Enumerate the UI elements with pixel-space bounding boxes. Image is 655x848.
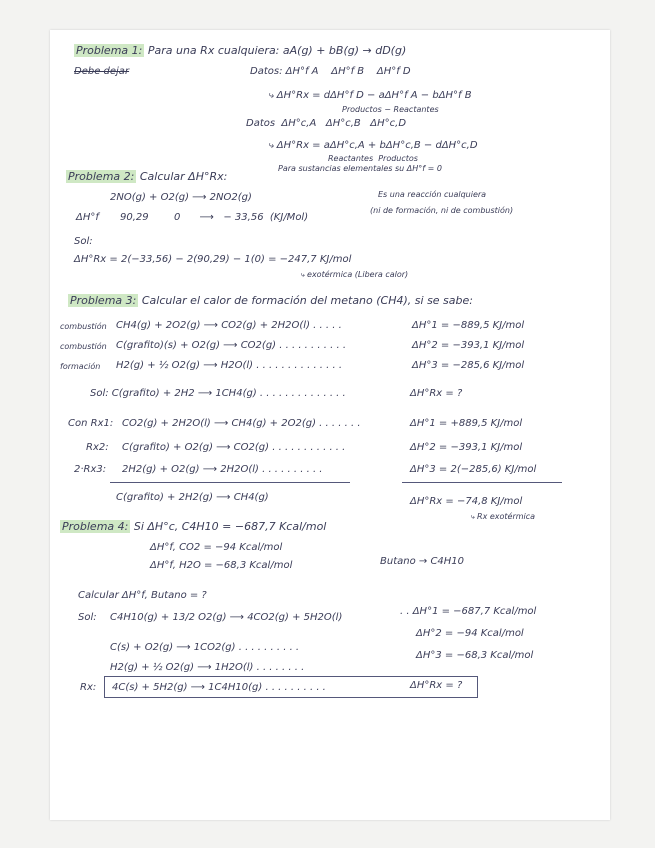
problem-4-r2: C(s) + O2(g) ⟶ 1CO2(g) . . . . . . . . . . — [110, 642, 300, 653]
problem-1-statement: Para una Rx cualquiera: aA(g) + bB(g) → dD(g) — [147, 44, 407, 57]
problem-3-total: C(grafito) + 2H2(g) ⟶ CH4(g) — [116, 492, 269, 503]
problem-4-r3: H2(g) + ½ O2(g) ⟶ 1H2O(l) . . . . . . . . — [110, 662, 305, 673]
problem-1-formula-combustion-note: Reactantes Productos — [328, 154, 418, 163]
problem-3-s2: C(grafito) + O2(g) ⟶ CO2(g) . . . . . . . . . . . . — [122, 442, 346, 453]
problem-4-rx-label: Rx: — [80, 682, 97, 693]
problem-3-sol-value: ΔH°Rx = ? — [410, 388, 463, 399]
problem-2-dhf-label: ΔH°f — [76, 212, 99, 223]
problem-2-result-note: ⤷ exotérmica (Libera calor) — [300, 270, 409, 279]
problem-3-total-note: ⤷ Rx exotérmica — [470, 512, 536, 521]
problem-2-brace-line-1: Es una reacción cualquiera — [378, 190, 487, 199]
problem-3-r3-value: ΔH°3 = −285,6 KJ/mol — [412, 360, 525, 371]
problem-3-total-value: ΔH°Rx = −74,8 KJ/mol — [410, 496, 523, 507]
crossed-out-text: Debe dejar — [74, 66, 130, 77]
problem-4-target-reaction: 4C(s) + 5H2(g) ⟶ 1C4H10(g) . . . . . . . . . . — [112, 682, 326, 693]
problem-3-s3-tag: 2·Rx3: — [74, 464, 107, 475]
problem-3-s3-value: ΔH°3 = 2(−285,6) KJ/mol — [410, 464, 537, 475]
problem-3-sol: Sol: C(grafito) + 2H2 ⟶ 1CH4(g) . . . . . . . . . . . . . . — [90, 388, 346, 399]
problem-3-s1: CO2(g) + 2H2O(l) ⟶ CH4(g) + 2O2(g) . . . . . . . — [122, 418, 361, 429]
problem-4-r2-value: ΔH°2 = −94 Kcal/mol — [416, 628, 524, 639]
problem-1-formula-formation-note: Productos − Reactantes — [342, 105, 439, 114]
problem-4-r1-value: . . ΔH°1 = −687,7 Kcal/mol — [400, 606, 537, 617]
problem-2-elemental-note: Para sustancias elementales su ΔH°f = 0 — [278, 164, 442, 173]
problem-3-r3-tag: formación — [60, 362, 101, 371]
problem-3-title: Problema 3: — [70, 294, 137, 307]
problem-4-line — [60, 520, 326, 533]
notebook-page — [50, 30, 610, 820]
problem-3-r2-value: ΔH°2 = −393,1 KJ/mol — [412, 340, 525, 351]
problem-2-reaction: 2NO(g) + O2(g) ⟶ 2NO2(g) — [110, 192, 252, 203]
problem-2-statement: Calcular ΔH°Rx: — [139, 170, 228, 183]
problem-3-r2: C(grafito)(s) + O2(g) ⟶ CO2(g) . . . . . . . . . . . — [116, 340, 346, 351]
problem-1-title: Problema 1: — [76, 44, 143, 57]
problem-3-s3: 2H2(g) + O2(g) ⟶ 2H2O(l) . . . . . . . . . . — [122, 464, 323, 475]
problem-3-s1-tag: Con Rx1: — [68, 418, 114, 429]
problem-4-sol-label: Sol: — [78, 612, 97, 623]
problem-4-given-3: ΔH°f, H2O = −68,3 Kcal/mol — [150, 560, 293, 571]
problem-4-r1: C4H10(g) + 13/2 O2(g) ⟶ 4CO2(g) + 5H2O(l) — [110, 612, 343, 623]
problem-4-butano-note: Butano → C4H10 — [380, 556, 465, 567]
problem-2-dhf-values: 90,29 0 ⟶ − 33,56 (KJ/Mol) — [120, 212, 309, 223]
problem-3-sum-line-right — [402, 482, 562, 483]
problem-3-s2-tag: Rx2: — [86, 442, 109, 453]
problem-3-statement: Calcular el calor de formación del metano (CH4), si se sabe: — [141, 294, 473, 307]
problem-1-line — [74, 44, 406, 57]
problem-3-r1: CH4(g) + 2O2(g) ⟶ CO2(g) + 2H2O(l) . . . . . — [116, 320, 342, 331]
problem-3-r3: H2(g) + ½ O2(g) ⟶ H2O(l) . . . . . . . . . . . . . . — [116, 360, 343, 371]
problem-1-formula-formation: ⤷ ΔH°Rx = dΔH°f D − aΔH°f A − bΔH°f B — [268, 90, 472, 101]
problem-3-r2-tag: combustión — [60, 342, 107, 351]
problem-4-question: Calcular ΔH°f, Butano = ? — [78, 590, 207, 601]
problem-1-datos-formation: Datos: ΔH°f A ΔH°f B ΔH°f D — [250, 66, 411, 77]
problem-2-result: ΔH°Rx = 2(−33,56) − 2(90,29) − 1(0) = −247,7 KJ/mol — [74, 254, 352, 265]
problem-4-given-1: Si ΔH°c, C4H10 = −687,7 Kcal/mol — [133, 520, 327, 533]
problem-3-s2-value: ΔH°2 = −393,1 KJ/mol — [410, 442, 523, 453]
problem-3-sum-line-left — [110, 482, 350, 483]
problem-2-sol-label: Sol: — [74, 236, 93, 247]
problem-3-r1-value: ΔH°1 = −889,5 KJ/mol — [412, 320, 525, 331]
problem-4-given-2: ΔH°f, CO2 = −94 Kcal/mol — [150, 542, 283, 553]
problem-4-r3-value: ΔH°3 = −68,3 Kcal/mol — [416, 650, 534, 661]
problem-4-title: Problema 4: — [62, 520, 129, 533]
problem-1-datos-combustion: Datos ΔH°c,A ΔH°c,B ΔH°c,D — [246, 118, 407, 129]
problem-2-title: Problema 2: — [68, 170, 135, 183]
problem-3-s1-value: ΔH°1 = +889,5 KJ/mol — [410, 418, 523, 429]
problem-3-r1-tag: combustión — [60, 322, 107, 331]
problem-2-brace-line-2: (ni de formación, ni de combustión) — [370, 206, 514, 215]
problem-3-line — [68, 294, 473, 307]
problem-1-formula-combustion: ⤷ ΔH°Rx = aΔH°c,A + bΔH°c,B − dΔH°c,D — [268, 140, 478, 151]
problem-4-target-value: ΔH°Rx = ? — [410, 680, 463, 691]
problem-2-line — [66, 170, 227, 183]
